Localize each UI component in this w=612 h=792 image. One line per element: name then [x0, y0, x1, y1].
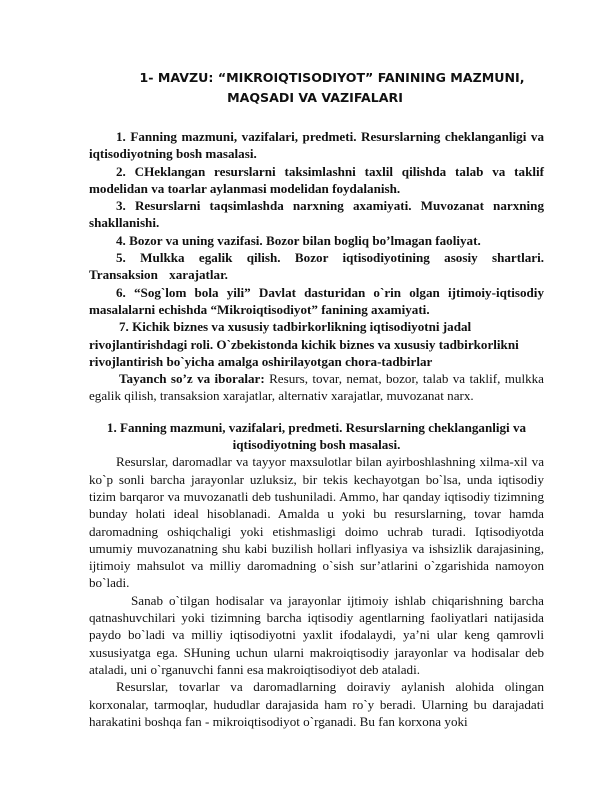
topic-list — [89, 128, 544, 370]
topic-item: 3. Resurslarni taqsimlashda narxning axamiyati. Muvozanat narxning shakllanishi. — [89, 198, 544, 231]
section-heading — [89, 419, 544, 454]
body-paragraph: Sanab o`tilgan hodisalar va jarayonlar ijtimoiy ishlab chiqarishning barcha qatnashuvchilari yoki tizimning barcha iqtisodiy agentlarning faoliyatlari natijasida paydo bo`ladi va milliy iqtisodiyotni yaxlit ifodalaydi, ya’ni ular keng qamrovli xususiyatga ega. SHuning uchun ularni makroiqtisodiy jarayonlar va hodisalar deb ataladi, uni o`rganuvchi fanni esa makroiqtisodiyot deb ataladi. — [89, 592, 544, 677]
topic-item: 1. Fanning mazmuni, vazifalari, predmeti. Resurslarning cheklanganligi va iqtisodiyotning bosh masalasi. — [89, 129, 544, 162]
topic-item: 2. CHeklangan resurslarni taksimlashni taxlil qilishda talab va taklif modelidan va toarlar aylanmasi modelidan foydalanish. — [89, 163, 544, 196]
topic-item: 5. Mulkka egalik qilish. Bozor iqtisodiyotining asosiy shartlari. Transaksion xarajatlar. — [89, 250, 544, 283]
document-body — [89, 128, 544, 730]
title-line-1: 1- MAVZU: “MIKROIQTISODIYOT” FANINING MAZMUNI, — [139, 70, 525, 85]
document-title — [70, 68, 560, 108]
topic-item: 4. Bozor va uning vazifasi. Bozor bilan bogliq bo’lmagan faoliyat. — [116, 232, 481, 248]
topic-item: 6. “Sog`lom bola yili” Davlat dasturidan o`rin olgan ijtimoiy-iqtisodiy masalalarni echishda “Mikroiqtisodiyot” fanining axamiyati. — [89, 284, 544, 317]
section-heading-line-1: 1. Fanning mazmuni, vazifalari, predmeti. Resurslarning cheklanganligi va — [106, 419, 527, 435]
body-paragraph: Resurslar, tovarlar va daromadlarning doiraviy aylanish alohida olingan korxonalar, tarmoqlar, hududlar darajasida ham ro`y beradi. Ularning bu darajadati harakatini boshqa fan - mikroiqtisodiyot o`rganadi. Bu fan korxona yoki — [89, 679, 544, 729]
keywords-label: Tayanch so’z va iboralar: — [119, 371, 265, 387]
body-paragraph: Resurslar, daromadlar va tayyor maxsulotlar bilan ayirboshlashning xilma-xil va ko`p sonli barcha jarayonlar uzluksiz, bir tekis kechayotgan bo`lsa, unda iqtisodiy tizim barqaror va muvozanatli deb tushuniladi. Ammo, har qanday iqtisodiy tizimning bunday holati ideal hisoblanadi. Amalda u yoki bu resurslarning, tovar hamda daromadning oshiqchaligi yoki etishmasligi doimo uchrab turadi. Iqtisodiyotda umumiy muvozanatning shu kabi buzilish hollari inflyasiya va ishsizlik darajasining, ijtimoiy mahsulot va milliy daromadning o`sish sur’atlarini o`zgarishida namoyon bo`ladi. — [89, 454, 544, 591]
keywords-paragraph — [89, 370, 544, 405]
section-heading-line-2: iqtisodiyotning bosh masalasi. — [232, 437, 401, 453]
keywords-text: Resurs, tovar, nemat, bozor, talab va taklif, mulkka egalik qilish, transaksion xarajatlar, alternativ xarajatlar, muvozanat narx. — [89, 371, 544, 404]
title-line-2: MAQSADI VA VAZIFALARI — [227, 90, 403, 105]
topic-item: 7. Kichik biznes va xususiy tadbirkorlikning iqtisodiyotni jadal rivojlantirishdagi roli. O`zbekistonda kichik biznes va xususiy tadbirkorlikni rivojlantirish bo`yicha amalga oshirilayotgan chora-tadbirlar — [89, 319, 519, 369]
